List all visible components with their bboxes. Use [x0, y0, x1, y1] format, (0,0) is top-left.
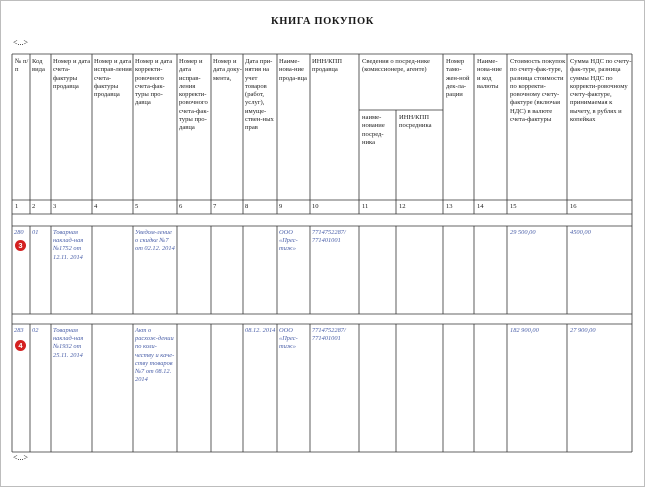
header-c3: Номер и дата счета-фактуры продавца	[53, 58, 91, 90]
row1-cost: 29 500,00	[510, 229, 536, 236]
col-number: 3	[53, 203, 57, 210]
row2-number: 283	[14, 327, 24, 334]
header-c5: Номер и дата корректи-ровочного счета-фак-туры про-давца	[135, 58, 173, 107]
header-c10: ИНН/КПП продавца	[312, 58, 343, 74]
col-number: 11	[362, 203, 369, 210]
row2-accept-date: 08.12. 2014	[245, 327, 276, 334]
row2-correction: Акт о расхож-дении по коли-честву и каче-ству товаров №7 от 08.12. 2014	[135, 327, 175, 384]
header-c11: наиме-нование посред-ника	[362, 114, 385, 146]
header-c13: Номер тамо-жен-ной дек-ла-рации	[446, 58, 470, 99]
row1-code: 01	[32, 229, 39, 236]
col-number: 6	[179, 203, 183, 210]
row2-code: 02	[32, 327, 39, 334]
header-c11-12: Сведения о посред-нике (комиссионере, агенте)	[362, 58, 430, 74]
col-number: 5	[135, 203, 139, 210]
ellipsis-top: <...>	[13, 38, 29, 47]
row2-inn: 7714752287/ 771401001	[312, 327, 346, 343]
row1-correction: Уведом-ление о скидке №7 от 02.12. 2014	[135, 229, 175, 253]
row2-vat: 27 900,00	[570, 327, 596, 334]
col-number: 13	[446, 203, 453, 210]
col-number: 16	[570, 203, 577, 210]
col-number: 10	[312, 203, 319, 210]
col-number: 9	[279, 203, 283, 210]
header-c1: № п/п	[15, 58, 29, 74]
col-number: 7	[213, 203, 217, 210]
row2-seller: ООО «Прес-тиж»	[279, 327, 298, 351]
row1-vat: 4500,00	[570, 229, 591, 236]
header-c9: Наиме-нова-ние прода-вца	[279, 58, 307, 82]
header-c16: Сумма НДС по счету-фак-туре, разница суммы НДС по корректи-ровочному счету-фактуре, принимаемая к вычету, в рублях и копейках	[570, 58, 632, 124]
row2-invoice: Товарная наклад-ная №1932 от 25.11. 2014	[53, 327, 84, 359]
col-number: 1	[15, 203, 19, 210]
header-c8: Дата при-нятия на учет товаров (работ, услуг), имуще-ствен-ных прав	[245, 58, 274, 132]
header-c15: Стоимость покупок по счету-фак-туре, разница стоимости по корректи-ровочному счету-фактуре (включая НДС) в валюте счета-фактуры	[510, 58, 566, 124]
header-c6: Номер и дата исправ-ления корректи-ровочного счета-фак-туры про-давца	[179, 58, 209, 132]
col-number: 12	[399, 203, 406, 210]
col-number: 4	[94, 203, 98, 210]
header-c12: ИНН/КПП посредника	[399, 114, 432, 130]
row1-seller: ООО «Прес-тиж»	[279, 229, 298, 253]
row2-badge: 4	[15, 340, 26, 351]
ellipsis-bottom: <...>	[13, 453, 29, 462]
row2-cost: 182 900,00	[510, 327, 539, 334]
row1-number: 280	[14, 229, 24, 236]
row1-badge: 3	[15, 240, 26, 251]
col-number: 15	[510, 203, 517, 210]
header-c2: Код вида	[32, 58, 45, 74]
header-c14: Наиме-нова-ние и код валюты	[477, 58, 502, 90]
row1-invoice: Товарная наклад-ная №1752 от 12.11. 2014	[53, 229, 84, 261]
header-c7: Номер и дата доку-мента,	[213, 58, 242, 82]
col-number: 8	[245, 203, 249, 210]
page-title: КНИГА ПОКУПОК	[271, 16, 374, 27]
row1-inn: 7714752287/ 771401001	[312, 229, 346, 245]
header-c4: Номер и дата исправ-ления счета-фактуры продавца	[94, 58, 132, 99]
col-number: 14	[477, 203, 484, 210]
col-number: 2	[32, 203, 36, 210]
